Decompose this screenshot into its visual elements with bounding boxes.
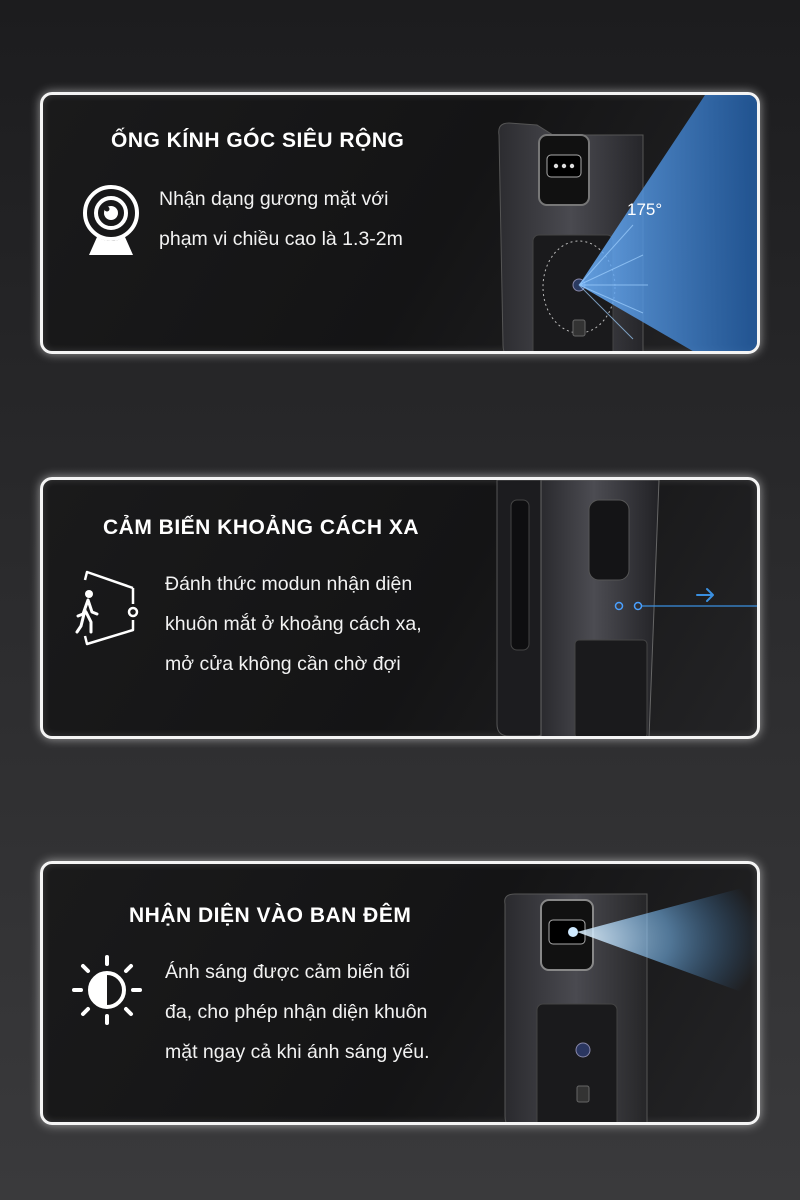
description-line: mặt ngay cả khi ánh sáng yếu. [165,1041,430,1063]
feature-title: ỐNG KÍNH GÓC SIÊU RỘNG [111,129,405,152]
feature-card-distance-sensor [40,477,760,739]
description-line: Nhận dạng gương mặt với [159,188,389,210]
description-line: Đánh thức modun nhận diện [165,573,413,595]
description-line: mở cửa không cần chờ đợi [165,653,401,675]
webcam-icon [79,183,143,259]
feature-title: CẢM BIẾN KHOẢNG CÁCH XA [103,516,419,539]
walking-person-sensor-icon [75,568,143,648]
description-line: đa, cho phép nhận diện khuôn [165,1001,428,1023]
smart-lock-illustration [497,864,760,1125]
feature-description [165,564,422,684]
feature-card-night-vision [40,861,760,1125]
brightness-icon [71,954,143,1026]
feature-card-wide-angle [40,92,760,354]
feature-description [159,179,403,259]
description-line: Ánh sáng được cảm biến tối [165,961,410,983]
feature-title: NHẬN DIỆN VÀO BAN ĐÊM [129,904,412,927]
angle-label: 175° [627,200,663,219]
description-line: phạm vi chiều cao là 1.3-2m [159,228,403,250]
feature-description [165,952,430,1072]
smart-lock-illustration [489,480,760,739]
smart-lock-illustration [493,95,760,354]
description-line: khuôn mắt ở khoảng cách xa, [165,613,422,635]
